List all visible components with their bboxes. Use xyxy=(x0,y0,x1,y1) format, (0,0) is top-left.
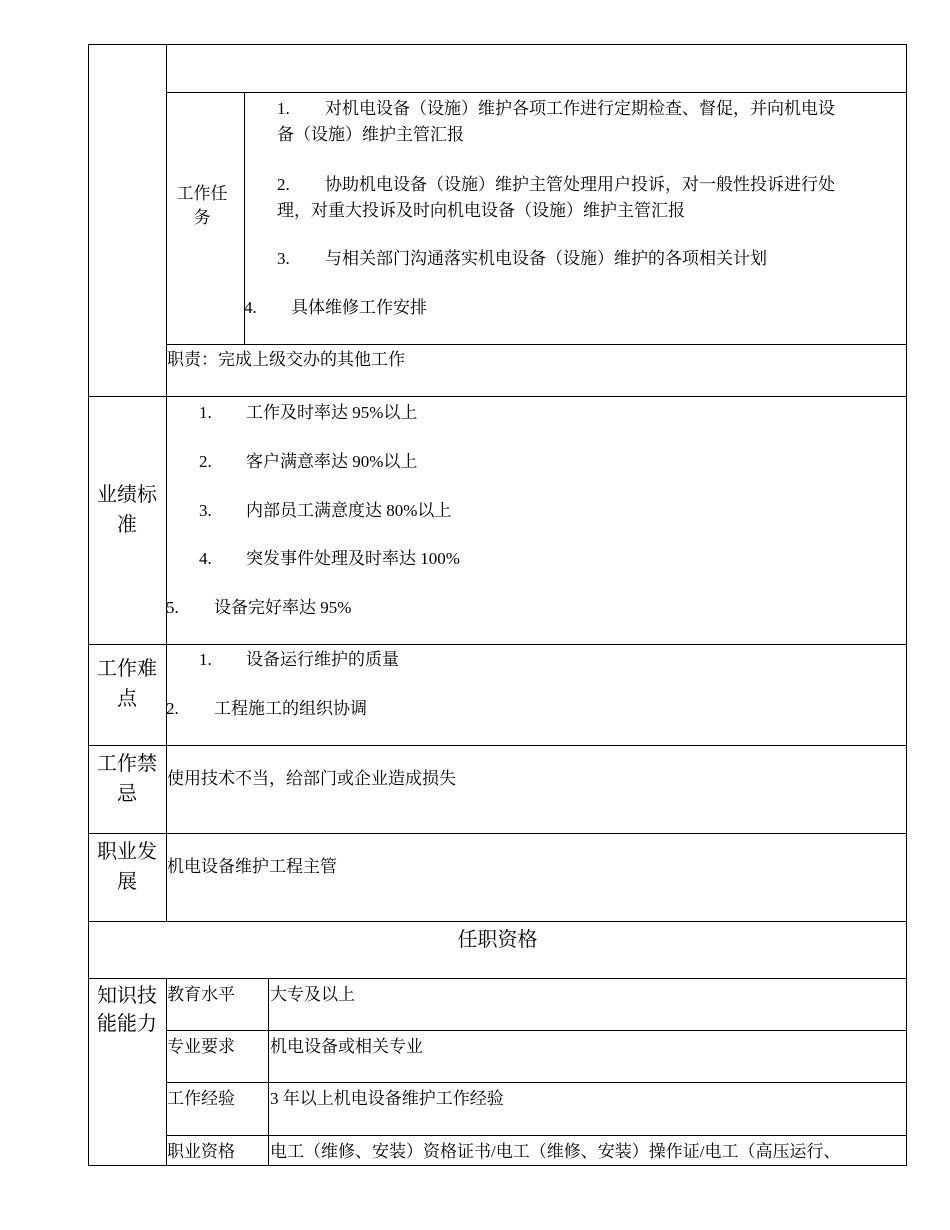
table-border-top xyxy=(88,44,907,45)
performance-item-3-number: 3. xyxy=(199,501,212,520)
performance-item-2-text: 客户满意率达 90%以上 xyxy=(246,452,418,471)
difficulty-item-2-text: 工程施工的组织协调 xyxy=(214,699,367,718)
qual-row-separator-1 xyxy=(166,1030,907,1031)
performance-item-5-text: 设备完好率达 95% xyxy=(214,598,352,617)
qual-key-experience: 工作经验 xyxy=(167,1089,235,1108)
task-item-4-number: 4. xyxy=(244,298,257,317)
performance-item-3-text: 内部员工满意度达 80%以上 xyxy=(246,501,452,520)
taboos-label: 工作禁忌 xyxy=(97,753,157,805)
qual-value-major: 机电设备或相关专业 xyxy=(270,1037,423,1056)
career-label: 职业发展 xyxy=(97,841,157,893)
qualifications-heading: 任职资格 xyxy=(457,929,538,951)
tasks-top-border xyxy=(166,92,907,93)
task-item-2-text-cont: 理，对重大投诉及时向机电设备（设施）维护主管汇报 xyxy=(277,201,685,220)
qual-key-certification: 职业资格 xyxy=(167,1142,235,1161)
qual-key-education: 教育水平 xyxy=(167,985,235,1004)
qual-key-major: 专业要求 xyxy=(167,1037,235,1056)
section-separator-difficulties xyxy=(88,644,907,645)
qual-key-divider xyxy=(268,978,269,1166)
task-item-2-text: 协助机电设备（设施）维护主管处理用户投诉，对一般性投诉进行处 xyxy=(325,175,835,194)
section-separator-taboos xyxy=(88,745,907,746)
task-item-1-number: 1. xyxy=(277,99,290,118)
qualifications-label: 知识技能能力 xyxy=(97,985,157,1035)
qual-value-experience: 3 年以上机电设备维护工作经验 xyxy=(270,1089,504,1108)
performance-item-1-text: 工作及时率达 95%以上 xyxy=(246,403,418,422)
performance-item-4-text: 突发事件处理及时率达 100% xyxy=(246,549,460,568)
job-tasks-label: 工作任务 xyxy=(176,184,228,227)
difficulty-item-2-number: 2. xyxy=(166,699,179,718)
task-item-1-text: 对机电设备（设施）维护各项工作进行定期检查、督促，并向机电设 xyxy=(325,99,835,118)
duty-other-text: 职责：完成上级交办的其他工作 xyxy=(167,350,405,369)
section-separator-performance xyxy=(88,396,907,397)
qual-row-separator-2 xyxy=(166,1082,907,1083)
performance-item-1-number: 1. xyxy=(199,403,212,422)
tasks-bottom-border xyxy=(166,344,907,345)
qual-row-separator-3 xyxy=(166,1135,907,1136)
task-item-1-text-cont: 备（设施）维护主管汇报 xyxy=(277,125,464,144)
section-separator-qualifications xyxy=(88,921,907,922)
difficulty-item-1-number: 1. xyxy=(199,650,212,669)
performance-item-5-number: 5. xyxy=(166,598,179,617)
task-item-3-number: 3. xyxy=(277,249,290,268)
section-separator-career xyxy=(88,833,907,834)
qual-value-certification: 电工（维修、安装）资格证书/电工（维修、安装）操作证/电工（高压运行、 xyxy=(270,1142,841,1161)
difficulty-item-1-text: 设备运行维护的质量 xyxy=(246,650,399,669)
task-item-3-text: 与相关部门沟通落实机电设备（设施）维护的各项相关计划 xyxy=(325,249,767,268)
difficulties-label: 工作难点 xyxy=(97,658,157,710)
performance-item-2-number: 2. xyxy=(199,452,212,471)
table-border-right xyxy=(906,44,907,1166)
table-border-bottom xyxy=(88,1165,907,1166)
task-item-4-text: 具体维修工作安排 xyxy=(291,298,427,317)
taboos-text: 使用技术不当，给部门或企业造成损失 xyxy=(167,769,456,788)
career-text: 机电设备维护工程主管 xyxy=(167,857,337,876)
qual-value-education: 大专及以上 xyxy=(270,985,355,1004)
table-border-left xyxy=(88,44,89,1166)
section-separator-qual-rows xyxy=(88,978,907,979)
performance-label: 业绩标准 xyxy=(97,484,157,536)
performance-item-4-number: 4. xyxy=(199,549,212,568)
task-item-2-number: 2. xyxy=(277,175,290,194)
